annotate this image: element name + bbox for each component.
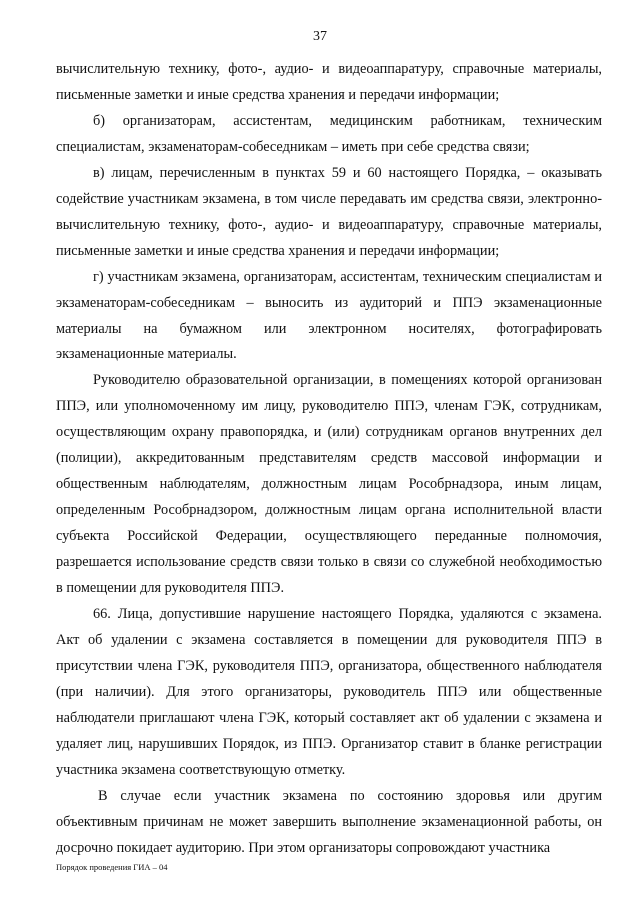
document-body	[56, 57, 602, 862]
paragraph-item-v: в) лицам, перечисленным в пунктах 59 и 60 настоящего Порядка, – оказывать содействие участникам экзамена, в том числе передавать им средства связи, электронно-вычислительную технику, фото-, аудио- и видеоаппаратуру, справочные материалы, письменные заметки и иные средства хранения и передачи информации;	[56, 164, 602, 259]
paragraph-item-b: б) организаторам, ассистентам, медицинским работникам, техническим специалистам, экзаменаторам-собеседникам – иметь при себе средства связи;	[56, 112, 602, 155]
paragraph-early-leave: В случае если участник экзамена по состоянию здоровья или другим объективным причинам не может завершить выполнение экзаменационной работы, он досрочно покидает аудиторию. При этом организаторы сопровождают участника	[56, 787, 602, 856]
paragraph-item-g: г) участникам экзамена, организаторам, ассистентам, техническим специалистам и экзаменаторам-собеседникам – выносить из аудиторий и ППЭ экзаменационные материалы на бумажном или электронном носителях, фотографировать экзаменационные материалы.	[56, 268, 602, 363]
paragraph-continuation: вычислительную технику, фото-, аудио- и видеоаппаратуру, справочные материалы, письменные заметки и иные средства хранения и передачи информации;	[56, 61, 602, 103]
footer-note: Порядок проведения ГИА – 04	[56, 862, 168, 872]
paragraph-communication-permission: Руководителю образовательной организации, в помещениях которой организован ППЭ, или уполномоченному им лицу, руководителю ППЭ, членам ГЭК, сотрудникам, осуществляющим охрану правопорядка, и (или) сотрудникам органов внутренних дел (полиции), аккредитованным представителям средств массовой информации и общественным наблюдателям, должностным лицам Рособрнадзора, иным лицам, определенным Рособрнадзором, должностным лицам органа исполнительной власти субъекта Российской Федерации, осуществляющего переданные полномочия, разрешается использование средств связи только в связи со служебной необходимостью в помещении для руководителя ППЭ.	[56, 372, 602, 597]
page-number: 37	[313, 29, 327, 44]
paragraph-66: 66. Лица, допустившие нарушение настоящего Порядка, удаляются с экзамена. Акт об удалении с экзамена составляется в помещении для руководителя ППЭ в присутствии члена ГЭК, руководителя ППЭ, организатора, общественного наблюдателя (при наличии). Для этого организаторы, руководитель ППЭ или общественные наблюдатели приглашают члена ГЭК, который составляет акт об удалении с экзамена и удаляет лиц, нарушивших Порядок, из ППЭ. Организатор ставит в бланке регистрации участника экзамена соответствующую отметку.	[56, 606, 602, 778]
